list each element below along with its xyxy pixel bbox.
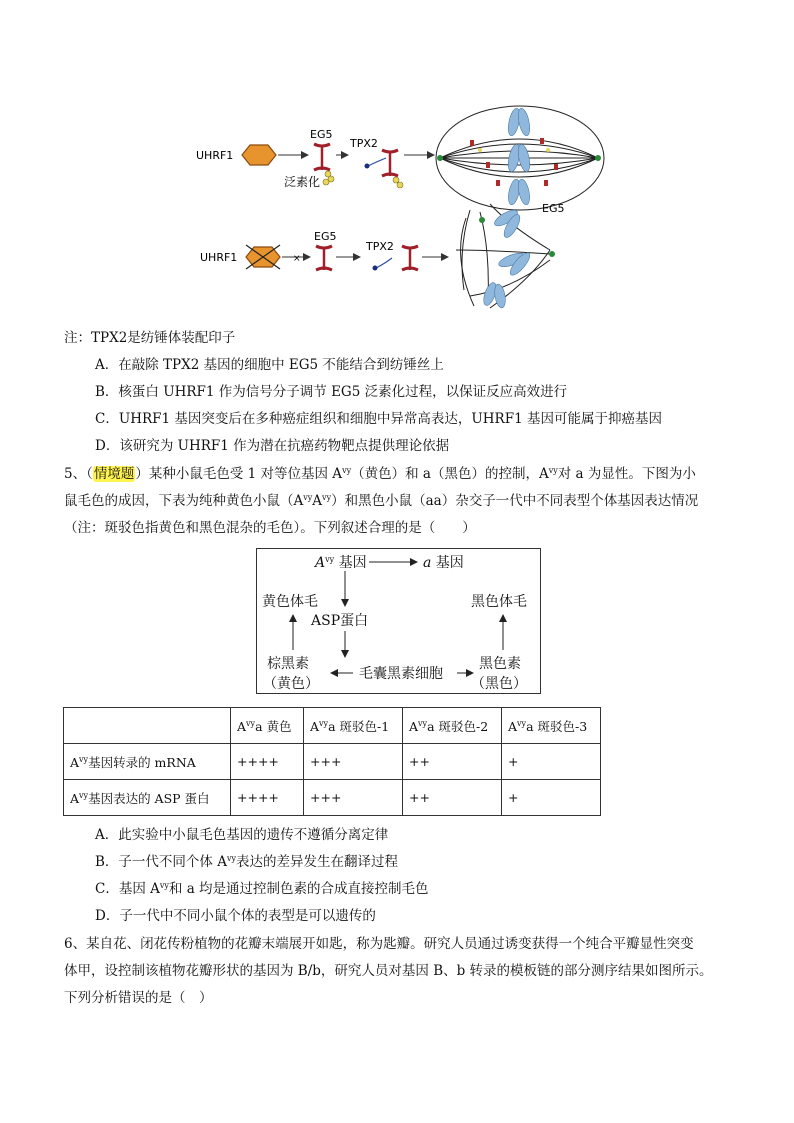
eumelanin-color: （黑色） — [471, 676, 527, 692]
table-header-row — [64, 708, 601, 744]
figure-note: 注：TPX2是纺锤体装配印子 — [64, 330, 236, 346]
q5-stem-line-3: （注：斑驳色指黄色和黑色混杂的毛色）。下列叙述合理的是（ ） — [64, 520, 476, 536]
q5-stem-line-2: 鼠毛色的成因，下表为纯种黄色小鼠$(A^{vy}A^{vy})$和黑色小鼠（aa）杂交子一代中不同表型个体基因表达情况 — [64, 493, 699, 509]
eg5-label-2: EG5 — [314, 230, 337, 243]
eumelanin-node: 黑色素 — [479, 656, 521, 672]
q5-stem-line-1: 5、（情境题）某种小鼠毛色受 1 对等位基因 $A^{vy}$（黄色）和 a（黑色）的控制，$A^{vy}$对 a 为显性。下图为小 — [64, 466, 696, 482]
q6-stem-line-2: 体甲，设控制该植物花瓣形状的基因为 B/b，研究人员对基因 B、b 转录的模板链的部分测序结果如图所示。 — [64, 963, 713, 979]
context-question-tag: 情境题 — [93, 466, 135, 482]
tpx2-eg5-complex-icon — [365, 150, 404, 188]
q5-option-a: A．此实验中小鼠毛色基因的遗传不遵循分离定律 — [95, 827, 389, 843]
blocked-mark: × — [293, 254, 301, 264]
black-fur-node: 黑色体毛 — [471, 594, 527, 610]
q5-number: 5、 — [64, 466, 87, 482]
q6-stem-line-1: 6、某自花、闭花传粉植物的花瓣末端展开如匙，称为匙瓣。研究人员通过诱变获得一个纯合平瓣显性突变 — [64, 936, 694, 952]
table-cell: ++ — [403, 744, 502, 780]
pheomelanin-color: （黄色） — [263, 676, 319, 692]
q6-stem-line-3: 下列分析错误的是（ ） — [64, 990, 213, 1006]
pheomelanin-node: 棕黑素 — [267, 656, 309, 672]
table-row-label: $A^{vy}$基因转录的 mRNA — [64, 744, 231, 780]
q4-option-b: B．核蛋白 UHRF1 作为信号分子调节 EG5 泛素化过程，以保证反应高效进行 — [95, 384, 568, 400]
uhrf1-label: UHRF1 — [196, 149, 234, 162]
eg5-label-spindle: EG5 — [542, 202, 565, 215]
table-cell: ++++ — [231, 744, 304, 780]
yellow-fur-node: 黄色体毛 — [262, 594, 318, 610]
table-cell: ++ — [403, 780, 502, 816]
ubiquitin-chain-icon — [323, 171, 334, 185]
table-header-cell: $A^{vy}a$ 斑驳色-1 — [304, 708, 403, 744]
uhrf1-pathway-diagram — [190, 100, 610, 320]
a-gene-node: a 基因 — [423, 555, 464, 571]
table-header-cell: $A^{vy}a$ 斑驳色-3 — [502, 708, 601, 744]
q4-option-d: D．该研究为 UHRF1 作为潜在抗癌药物靶点提供理论依据 — [95, 438, 450, 454]
q4-option-a: A．在敲除 TPX2 基因的细胞中 EG5 不能结合到纺锤丝上 — [95, 357, 444, 373]
asp-protein-node: ASP蛋白 — [311, 613, 369, 629]
fur-color-flowchart — [256, 548, 541, 694]
ubiquitination-label: 泛素化 — [284, 175, 321, 189]
chromosome-icon — [506, 107, 532, 205]
table-corner-cell — [64, 708, 231, 744]
table-cell: ++++ — [231, 780, 304, 816]
q5-option-d: D．子一代中不同小鼠个体的表型是可以遗传的 — [95, 908, 376, 924]
eg5-protein-icon-2 — [316, 246, 332, 270]
table-header-cell: $A^{vy}a$ 黄色 — [231, 708, 304, 744]
gene-expression-table — [63, 707, 601, 816]
table-header-cell: $A^{vy}a$ 斑驳色-2 — [403, 708, 502, 744]
eg5-protein-icon — [314, 144, 330, 170]
follicle-melanocyte-node: 毛囊黑素细胞 — [359, 666, 443, 682]
chromosome-icon-2 — [481, 207, 533, 309]
table-row-label: $A^{vy}$基因表达的 ASP 蛋白 — [64, 780, 231, 816]
q5-option-b: B．子一代不同个体 $A^{vy}$表达的差异发生在翻译过程 — [95, 854, 399, 870]
eg5-label-1: EG5 — [310, 128, 333, 141]
table-cell: +++ — [304, 744, 403, 780]
q5-option-c: C．基因 $A^{vy}$和 a 均是通过控制色素的合成直接控制毛色 — [95, 881, 429, 897]
avy-gene-node: $A^{vy}$ 基因 — [315, 555, 367, 571]
uhrf1-label-2: UHRF1 — [200, 251, 238, 264]
tpx2-label-2: TPX2 — [366, 240, 394, 253]
uhrf1-hexagon-icon — [242, 145, 276, 165]
tpx2-label-1: TPX2 — [350, 137, 378, 150]
table-row — [64, 744, 601, 780]
table-cell: + — [502, 744, 601, 780]
table-cell: + — [502, 780, 601, 816]
table-cell: +++ — [304, 780, 403, 816]
q4-option-c: C．UHRF1 基因突变后在多种癌症组织和细胞中异常高表达，UHRF1 基因可能属于抑癌基因 — [95, 411, 662, 427]
table-row — [64, 780, 601, 816]
